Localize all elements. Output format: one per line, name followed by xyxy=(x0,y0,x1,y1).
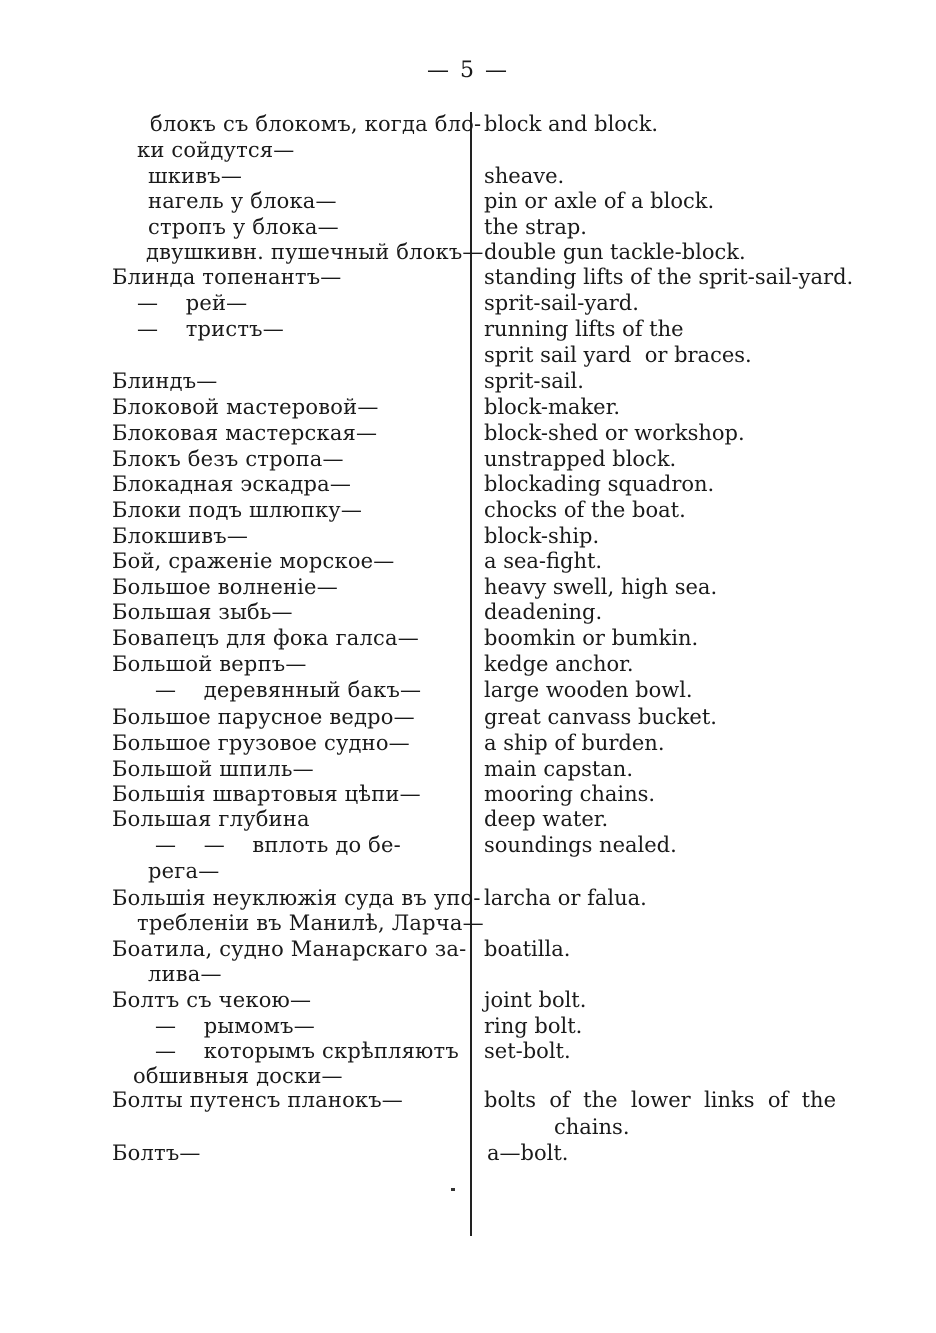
english-term: block-maker. xyxy=(484,395,621,419)
russian-term: — которымъ скрѣпляютъ xyxy=(155,1039,459,1063)
russian-term: лива— xyxy=(148,962,222,986)
russian-term: Большой верпъ— xyxy=(112,652,307,676)
english-term: bolts of the lower links of the xyxy=(484,1088,836,1112)
english-term: block-ship. xyxy=(484,524,600,548)
russian-term: Большая зыбь— xyxy=(112,600,293,624)
russian-term: двушкивн. пушечный блокъ— xyxy=(146,240,484,264)
russian-term: — деревянный бакъ— xyxy=(155,678,422,702)
english-term: running lifts of the xyxy=(484,317,684,341)
page-number: — 5 — xyxy=(427,58,509,83)
english-term: block and block. xyxy=(484,112,659,136)
russian-term: рега— xyxy=(148,859,220,883)
english-term: kedge anchor. xyxy=(484,652,634,676)
english-term: blockading squadron. xyxy=(484,472,715,496)
russian-term: блокъ съ блокомъ, когда бло- xyxy=(150,112,482,136)
english-term: boatilla. xyxy=(484,937,571,961)
english-term: sprit-sail-yard. xyxy=(484,291,639,315)
english-term: main capstan. xyxy=(484,757,634,781)
english-term: deadening. xyxy=(484,600,603,624)
russian-term: Большое волненіе— xyxy=(112,575,338,599)
english-term: large wooden bowl. xyxy=(484,678,693,702)
english-term: larcha or falua. xyxy=(484,886,647,910)
russian-term: — рей— xyxy=(137,291,248,315)
english-term: pin or axle of a block. xyxy=(484,189,715,213)
english-term: joint bolt. xyxy=(484,988,587,1012)
english-term: sprit sail yard or braces. xyxy=(484,343,752,367)
english-term: sprit-sail. xyxy=(484,369,584,393)
russian-term: — рымомъ— xyxy=(155,1014,315,1038)
russian-term: Большія швартовыя цѣпи— xyxy=(112,782,421,806)
russian-term: Блинда топенантъ— xyxy=(112,265,342,289)
russian-term: Блокшивъ— xyxy=(112,524,249,548)
english-term: block-shed or workshop. xyxy=(484,421,745,445)
english-term: chains. xyxy=(554,1115,630,1139)
russian-term: требленіи въ Манилѣ, Ларча— xyxy=(137,911,484,935)
russian-term: Большое грузовое судно— xyxy=(112,731,410,755)
english-term: heavy swell, high sea. xyxy=(484,575,718,599)
russian-term: стропъ у блока— xyxy=(148,215,339,239)
russian-term: Бовапецъ для фока галса— xyxy=(112,626,419,650)
english-term: standing lifts of the sprit-sail-yard. xyxy=(484,265,854,289)
english-term: a sea-fight. xyxy=(484,549,603,573)
ink-speck xyxy=(451,1188,455,1191)
russian-term: Большой шпиль— xyxy=(112,757,314,781)
english-term: the strap. xyxy=(484,215,587,239)
english-term: ring bolt. xyxy=(484,1014,583,1038)
russian-term: Блокадная эскадра— xyxy=(112,472,352,496)
russian-term: Большія неуклюжія суда въ упо- xyxy=(112,886,481,910)
russian-term: шкивъ— xyxy=(148,164,243,188)
column-divider xyxy=(470,112,472,1236)
english-term: soundings nealed. xyxy=(484,833,677,857)
russian-term: обшивныя доски— xyxy=(133,1064,343,1088)
russian-term: Бой, сраженіе морское— xyxy=(112,549,395,573)
russian-term: Блоковая мастерская— xyxy=(112,421,378,445)
russian-term: ки сойдутся— xyxy=(137,138,295,162)
russian-term: Болтъ— xyxy=(112,1141,201,1165)
russian-term: Большое парусное ведро— xyxy=(112,705,415,729)
russian-term: — — вплоть до бе- xyxy=(155,833,401,857)
russian-term: нагель у блока— xyxy=(148,189,337,213)
english-term: set-bolt. xyxy=(484,1039,571,1063)
russian-term: Болты путенсъ планокъ— xyxy=(112,1088,403,1112)
russian-term: Болтъ съ чекою— xyxy=(112,988,312,1012)
english-term: a ship of burden. xyxy=(484,731,665,755)
russian-term: Блиндъ— xyxy=(112,369,218,393)
english-term: chocks of the boat. xyxy=(484,498,686,522)
english-term: great canvass bucket. xyxy=(484,705,717,729)
russian-term: Блокъ безъ стропа— xyxy=(112,447,344,471)
english-term: a—bolt. xyxy=(487,1141,569,1165)
russian-term: Большая глубина xyxy=(112,807,310,831)
russian-term: Блоки подъ шлюпку— xyxy=(112,498,363,522)
russian-term: Боатила, судно Манарскаго за- xyxy=(112,937,467,961)
english-term: unstrapped block. xyxy=(484,447,677,471)
english-term: boomkin or bumkin. xyxy=(484,626,699,650)
english-term: double gun tackle-block. xyxy=(484,240,746,264)
english-term: mooring chains. xyxy=(484,782,656,806)
english-term: deep water. xyxy=(484,807,609,831)
russian-term: — тристъ— xyxy=(137,317,284,341)
english-term: sheave. xyxy=(484,164,565,188)
russian-term: Блоковой мастеровой— xyxy=(112,395,379,419)
